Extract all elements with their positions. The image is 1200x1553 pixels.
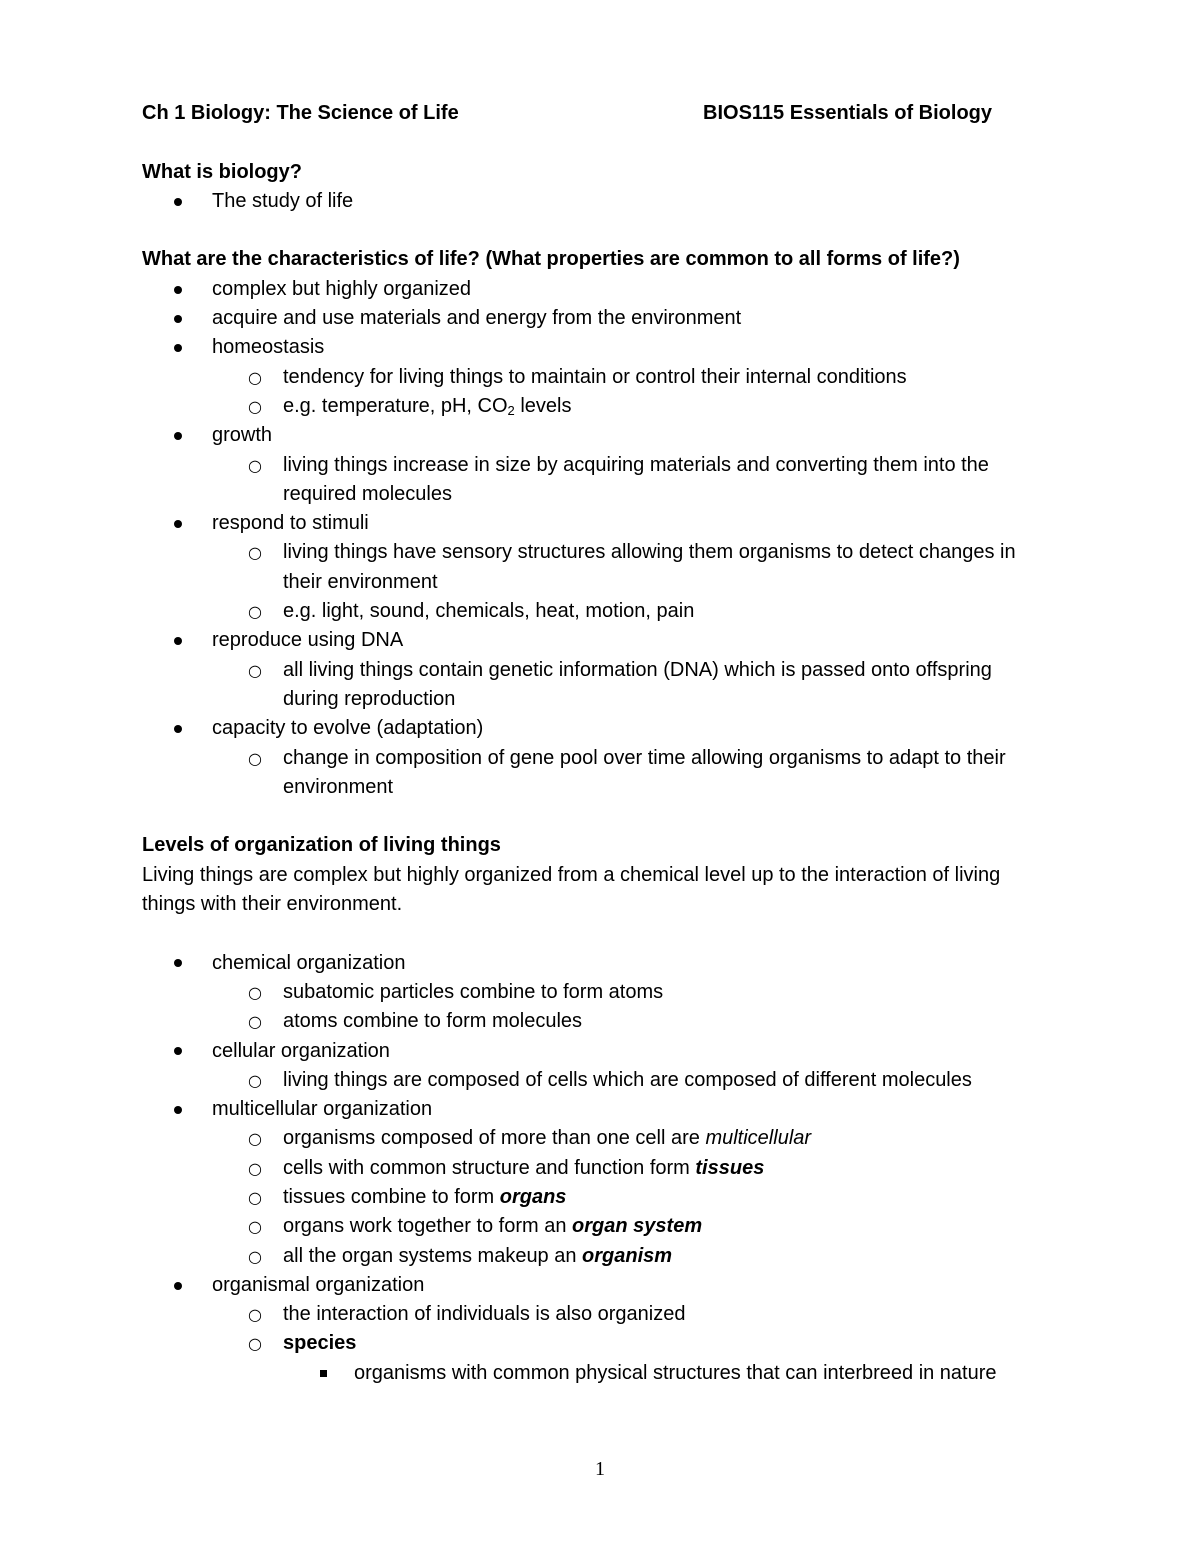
sub-list-item: ○ species bbox=[142, 1329, 1102, 1358]
sub-list-item: ○ all living things contain genetic information (DNA) which is passed onto offspring bbox=[142, 656, 1102, 685]
circle-bullet-icon: ○ bbox=[248, 1070, 262, 1090]
circle-bullet-icon: ○ bbox=[248, 455, 262, 475]
circle-bullet-icon: ○ bbox=[248, 748, 262, 768]
sub-list-item: ○ e.g. light, sound, chemicals, heat, motion, pain bbox=[142, 597, 1102, 626]
bullet-icon bbox=[174, 304, 182, 333]
circle-bullet-icon: ○ bbox=[248, 660, 262, 680]
sub-list-item: ○ organisms composed of more than one cell are multicellular bbox=[142, 1124, 1102, 1153]
circle-bullet-icon: ○ bbox=[248, 982, 262, 1002]
bullet-icon bbox=[174, 421, 182, 450]
circle-bullet-icon: ○ bbox=[248, 1129, 262, 1149]
sub-list-item: ○ cells with common structure and function form tissues bbox=[142, 1154, 1102, 1183]
circle-bullet-icon: ○ bbox=[248, 1012, 262, 1032]
circle-bullet-icon: ○ bbox=[248, 543, 262, 563]
circle-bullet-icon: ○ bbox=[248, 1217, 262, 1237]
bullet-icon bbox=[174, 949, 182, 978]
sub-list-item: ○ organs work together to form an organ system bbox=[142, 1212, 1102, 1241]
circle-bullet-icon: ○ bbox=[248, 396, 262, 416]
list-item: The study of life bbox=[142, 187, 1102, 216]
list-item: reproduce using DNA bbox=[142, 626, 1102, 655]
sub-list-item-continuation: during reproduction bbox=[283, 687, 456, 710]
sub-list-item: ○ tissues combine to form organs bbox=[142, 1183, 1102, 1212]
list-item: multicellular organization bbox=[142, 1095, 1102, 1124]
sub-list-item-continuation: environment bbox=[283, 775, 394, 798]
list-item: respond to stimuli bbox=[142, 509, 1102, 538]
bullet-icon bbox=[174, 1037, 182, 1066]
list-item: growth bbox=[142, 421, 1102, 450]
bullet-icon bbox=[174, 275, 182, 304]
chapter-title: Ch 1 Biology: The Science of Life bbox=[142, 102, 459, 124]
page-header bbox=[142, 99, 992, 128]
document-body bbox=[142, 99, 1102, 1388]
list-item: cellular organization bbox=[142, 1037, 1102, 1066]
bullet-icon bbox=[174, 509, 182, 538]
square-bullet-icon bbox=[320, 1359, 327, 1388]
bullet-icon bbox=[174, 333, 182, 362]
course-title: BIOS115 Essentials of Biology bbox=[703, 102, 992, 124]
sub-list-item-continuation: their environment bbox=[283, 570, 438, 593]
section-heading-characteristics: What are the characteristics of life? (What properties are common to all forms of life?) bbox=[142, 248, 960, 271]
page-number: 1 bbox=[595, 1458, 605, 1480]
paragraph-line: Living things are complex but highly organized from a chemical level up to the interaction of living bbox=[142, 863, 1001, 886]
paragraph-line: things with their environment. bbox=[142, 893, 403, 916]
bullet-icon bbox=[174, 187, 182, 216]
sub-list-item: ○ the interaction of individuals is also organized bbox=[142, 1300, 1102, 1329]
circle-bullet-icon: ○ bbox=[248, 602, 262, 622]
circle-bullet-icon: ○ bbox=[248, 1187, 262, 1207]
sub-list-item: ○ atoms combine to form molecules bbox=[142, 1007, 1102, 1036]
circle-bullet-icon: ○ bbox=[248, 1334, 262, 1354]
sub-list-item-continuation: required molecules bbox=[283, 482, 452, 505]
section-heading-biology: What is biology? bbox=[142, 160, 302, 183]
list-item: complex but highly organized bbox=[142, 275, 1102, 304]
sub-list-item: ○ tendency for living things to maintain or control their internal conditions bbox=[142, 363, 1102, 392]
sub-list-item: ○ living things are composed of cells which are composed of different molecules bbox=[142, 1066, 1102, 1095]
list-item: chemical organization bbox=[142, 949, 1102, 978]
sub-list-item: ○ subatomic particles combine to form atoms bbox=[142, 978, 1102, 1007]
circle-bullet-icon: ○ bbox=[248, 367, 262, 387]
list-item: capacity to evolve (adaptation) bbox=[142, 714, 1102, 743]
list-item: organismal organization bbox=[142, 1271, 1102, 1300]
sub-list-item: ○ change in composition of gene pool over time allowing organisms to adapt to their bbox=[142, 744, 1102, 773]
circle-bullet-icon: ○ bbox=[248, 1305, 262, 1325]
bullet-icon bbox=[174, 1271, 182, 1300]
list-item: homeostasis bbox=[142, 333, 1102, 362]
circle-bullet-icon: ○ bbox=[248, 1246, 262, 1266]
bullet-icon bbox=[174, 626, 182, 655]
list-item: acquire and use materials and energy from the environment bbox=[142, 304, 1102, 333]
bullet-icon bbox=[174, 1095, 182, 1124]
sub-list-item: ○ all the organ systems makeup an organism bbox=[142, 1242, 1102, 1271]
section-heading-levels: Levels of organization of living things bbox=[142, 834, 501, 857]
sub-sub-list-item: organisms with common physical structures that can interbreed in nature bbox=[142, 1359, 1102, 1388]
sub-list-item: ○ living things increase in size by acquiring materials and converting them into the bbox=[142, 451, 1102, 480]
sub-list-item: ○ e.g. temperature, pH, $CO_2$ levels bbox=[142, 392, 1102, 421]
sub-list-item: ○ living things have sensory structures allowing them organisms to detect changes in bbox=[142, 538, 1102, 567]
bullet-icon bbox=[174, 714, 182, 743]
circle-bullet-icon: ○ bbox=[248, 1158, 262, 1178]
